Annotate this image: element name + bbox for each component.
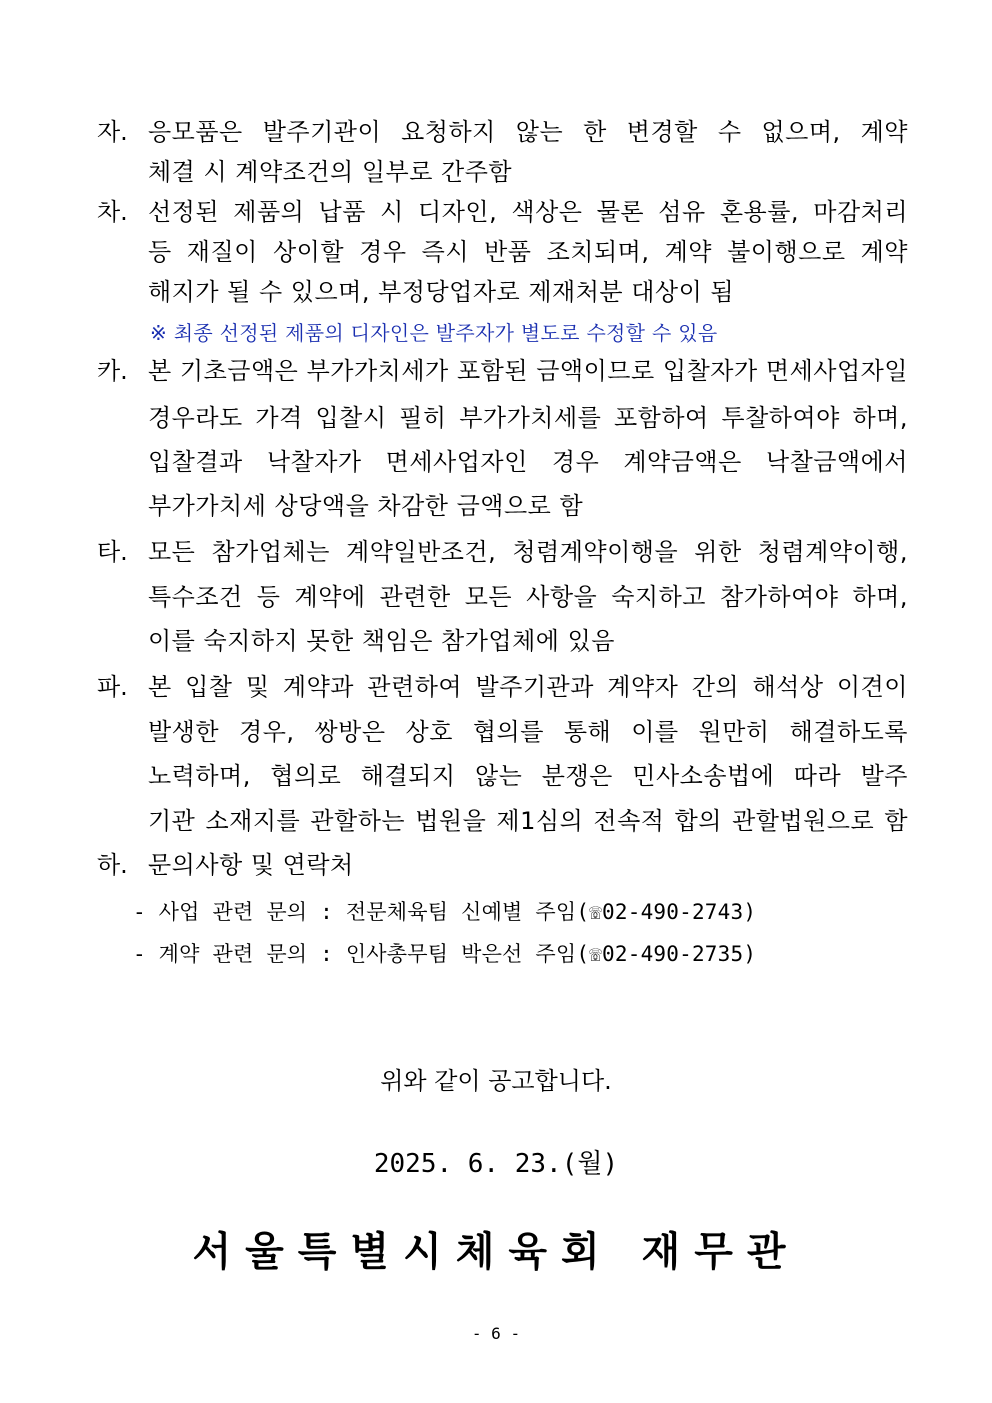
item-line: 해지가 될 수 있으며, 부정당업자로 제재처분 대상이 됨: [148, 278, 735, 306]
item-line: 선정된 제품의 납품 시 디자인, 색상은 물론 섬유 혼용률, 마감처리: [148, 198, 908, 226]
item-line: 노력하며, 협의로 해결되지 않는 분쟁은 민사소송법에 따라 발주: [148, 762, 908, 790]
notice-date: 2025. 6. 23.(월): [373, 1149, 619, 1179]
item-marker: 자.: [97, 118, 128, 146]
contact-business: - 사업 관련 문의 : 전문체육팀 신예별 주임(☏02-490-2743): [133, 900, 757, 924]
item-marker: 카.: [97, 357, 128, 385]
item-line: 등 재질이 상이할 경우 즉시 반품 조치되며, 계약 불이행으로 계약: [148, 238, 908, 266]
signer-title: 서울특별시체육회 재무관: [192, 1229, 800, 1275]
item-line: 입찰결과 낙찰자가 면세사업자인 경우 계약금액은 낙찰금액에서: [148, 448, 908, 476]
item-marker: 하.: [97, 851, 128, 879]
item-line: 모든 참가업체는 계약일반조건, 청렴계약이행을 위한 청렴계약이행,: [148, 538, 908, 566]
item-marker: 타.: [97, 538, 128, 566]
item-line: 부가가치세 상당액을 차감한 금액으로 함: [148, 492, 584, 520]
item-line: 이를 숙지하지 못한 책임은 참가업체에 있음: [148, 627, 615, 655]
item-marker: 차.: [97, 198, 128, 226]
item-line: 본 입찰 및 계약과 관련하여 발주기관과 계약자 간의 해석상 이견이: [148, 673, 908, 701]
page-number: - 6 -: [471, 1324, 521, 1343]
contact-contract: - 계약 관련 문의 : 인사총무팀 박은선 주임(☏02-490-2735): [133, 942, 757, 966]
item-line: 본 기초금액은 부가가치세가 포함된 금액이므로 입찰자가 면세사업자일: [148, 357, 908, 385]
closing-statement: 위와 같이 공고합니다.: [380, 1067, 612, 1095]
item-line: 경우라도 가격 입찰시 필히 부가가치세를 포함하여 투찰하여야 하며,: [148, 404, 908, 432]
item-marker: 파.: [97, 673, 128, 701]
item-line: 기관 소재지를 관할하는 법원을 제1심의 전속적 합의 관할법원으로 함: [148, 807, 908, 835]
design-note: ※ 최종 선정된 제품의 디자인은 발주자가 별도로 수정할 수 있음: [150, 321, 718, 345]
item-line: 발생한 경우, 쌍방은 상호 협의를 통해 이를 원만히 해결하도록: [148, 718, 908, 746]
item-line: 특수조건 등 계약에 관련한 모든 사항을 숙지하고 참가하여야 하며,: [148, 583, 908, 611]
item-line: 체결 시 계약조건의 일부로 간주함: [148, 158, 513, 186]
item-line: 문의사항 및 연락처: [148, 851, 354, 879]
item-line: 응모품은 발주기관이 요청하지 않는 한 변경할 수 없으며, 계약: [148, 118, 908, 146]
